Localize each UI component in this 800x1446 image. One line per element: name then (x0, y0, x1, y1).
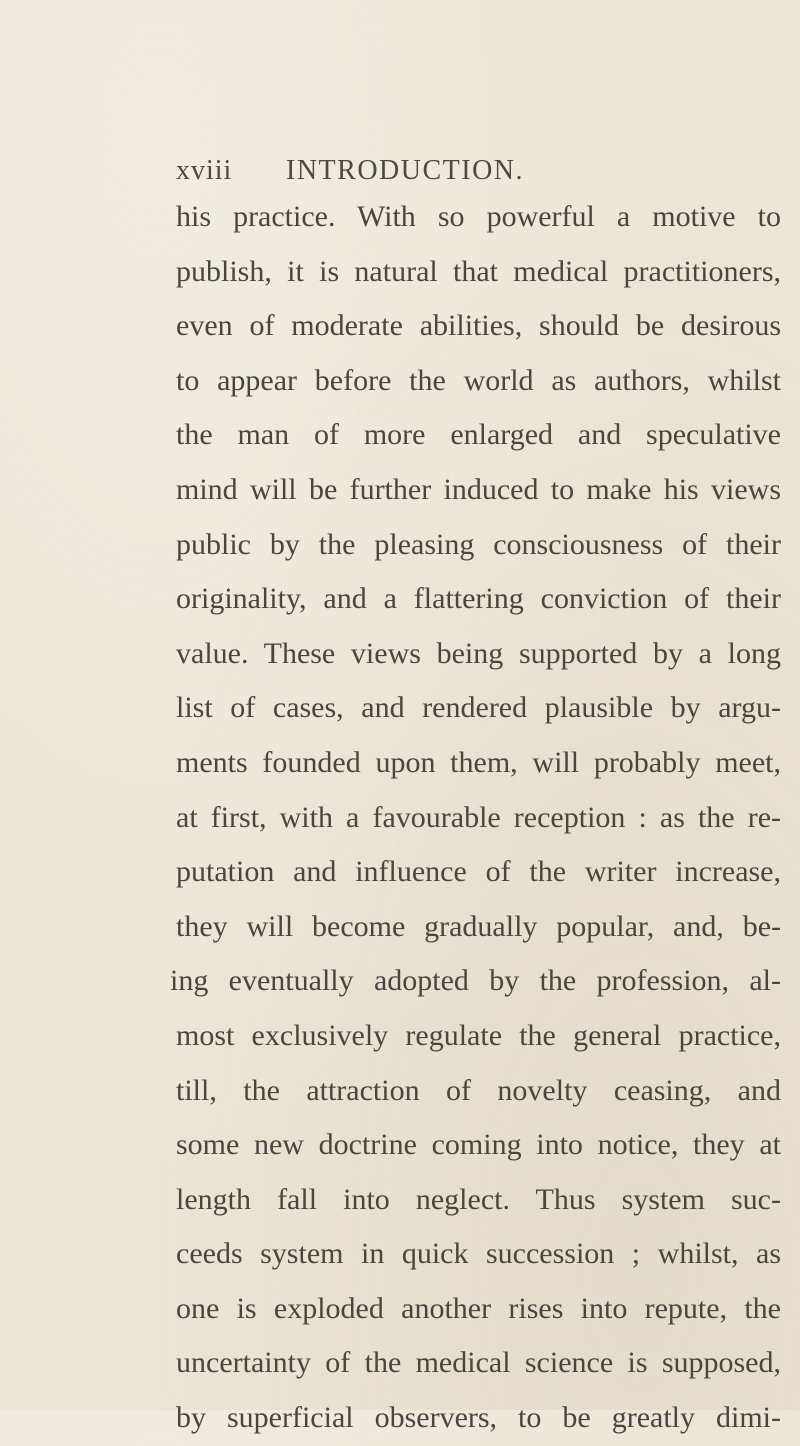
text-line: till, the attraction of novelty ceasing, and (176, 1073, 781, 1107)
text-line: his practice. With so powerful a motive to (176, 200, 781, 233)
text-line: public by the pleasing consciousness of their (176, 527, 781, 561)
text-line: list of cases, and rendered plausible by argu- (176, 691, 781, 725)
text-line: putation and influence of the writer increase, (176, 855, 781, 889)
running-head (176, 155, 776, 195)
text-line: uncertainty of the medical science is supposed, (176, 1346, 781, 1380)
page-number: xviii (176, 155, 233, 186)
text-line: most exclusively regulate the general practice, (176, 1018, 781, 1052)
text-line: the man of more enlarged and speculative (176, 418, 781, 452)
text-line: even of moderate abilities, should be desirous (176, 309, 781, 343)
text-line: one is exploded another rises into repute, the (176, 1291, 781, 1325)
text-line: to appear before the world as authors, whilst (176, 363, 781, 397)
text-line: they will become gradually popular, and, be- (176, 909, 781, 943)
text-line: length fall into neglect. Thus system suc- (176, 1182, 781, 1216)
text-line: ments founded upon them, will probably meet, (176, 745, 781, 779)
text-line: originality, and a flattering conviction of their (176, 582, 781, 616)
text-line: ceeds system in quick succession ; whilst, as (176, 1237, 781, 1271)
text-line: publish, it is natural that medical practitioners, (176, 254, 781, 288)
text-line: at first, with a favourable reception : as the re- (176, 800, 781, 834)
running-title: INTRODUCTION. (286, 155, 525, 186)
text-line: mind will be further induced to make his views (176, 472, 781, 506)
text-line: some new doctrine coming into notice, they at (176, 1128, 781, 1162)
text-line: value. These views being supported by a long (176, 636, 781, 670)
text-line: ing eventually adopted by the profession, al- (170, 964, 781, 998)
text-line: by superficial observers, to be greatly dimi- (176, 1401, 781, 1435)
body-text (170, 190, 781, 1446)
